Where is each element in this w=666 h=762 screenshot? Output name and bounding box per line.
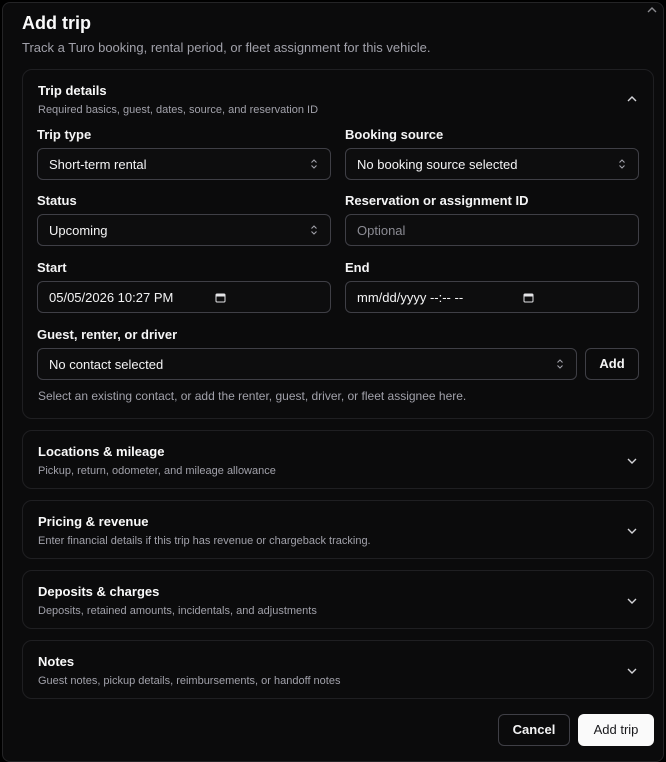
chevron-up-icon[interactable] <box>625 92 639 106</box>
contact-select[interactable] <box>37 348 577 380</box>
section-title: Trip details <box>38 83 107 98</box>
end-value: mm/dd/yyyy --:-- -- <box>357 290 464 305</box>
section-title: Locations & mileage <box>38 444 165 459</box>
trip-type-value: Short-term rental <box>49 157 147 172</box>
chevron-up-down-icon <box>310 158 318 170</box>
reservation-id-input[interactable] <box>345 214 639 246</box>
section-title: Pricing & revenue <box>38 514 149 529</box>
reservation-id-placeholder: Optional <box>357 223 406 238</box>
chevron-down-icon[interactable] <box>625 594 639 608</box>
close-icon[interactable] <box>646 3 662 17</box>
chevron-down-icon[interactable] <box>625 524 639 538</box>
cancel-button[interactable]: Cancel <box>498 714 570 746</box>
dialog-title: Add trip <box>22 13 91 33</box>
start-value: 05/05/2026 10:27 PM <box>49 290 174 305</box>
chevron-down-icon[interactable] <box>625 664 639 678</box>
chevron-up-down-icon <box>556 358 564 370</box>
section-description: Enter financial details if this trip has revenue or chargeback tracking. <box>38 535 371 547</box>
booking-source-value: No booking source selected <box>357 157 518 172</box>
chevron-down-icon[interactable] <box>625 454 639 468</box>
trip-type-select[interactable] <box>37 148 331 180</box>
calendar-icon[interactable] <box>523 292 534 303</box>
trip-type-label: Trip type <box>37 127 92 142</box>
add-contact-button[interactable]: Add <box>585 348 639 380</box>
contact-hint: Select an existing contact, or add the renter, guest, driver, or fleet assignee here. <box>38 389 467 403</box>
end-label: End <box>345 260 370 275</box>
booking-source-select[interactable] <box>345 148 639 180</box>
dialog-subtitle: Track a Turo booking, rental period, or fleet assignment for this vehicle. <box>22 40 431 55</box>
section-title: Deposits & charges <box>38 584 160 599</box>
section-description: Deposits, retained amounts, incidentals, and adjustments <box>38 605 317 617</box>
section-description: Required basics, guest, dates, source, and reservation ID <box>38 104 319 116</box>
section-description: Guest notes, pickup details, reimbursements, or handoff notes <box>38 675 341 687</box>
section-notes[interactable] <box>22 640 654 699</box>
chevron-up-down-icon <box>618 158 626 170</box>
section-deposits-charges[interactable] <box>22 570 654 629</box>
end-datetime-input[interactable] <box>345 281 639 313</box>
booking-source-label: Booking source <box>345 127 444 142</box>
section-title: Notes <box>38 654 75 669</box>
chevron-up-down-icon <box>310 224 318 236</box>
section-description: Pickup, return, odometer, and mileage allowance <box>38 465 276 477</box>
status-select[interactable] <box>37 214 331 246</box>
add-trip-button[interactable]: Add trip <box>578 714 654 746</box>
reservation-id-label: Reservation or assignment ID <box>345 193 529 208</box>
calendar-icon[interactable] <box>215 292 226 303</box>
status-value: Upcoming <box>49 223 108 238</box>
start-datetime-input[interactable] <box>37 281 331 313</box>
section-pricing-revenue[interactable] <box>22 500 654 559</box>
add-trip-dialog <box>2 2 664 762</box>
contact-value: No contact selected <box>49 357 164 372</box>
contact-label: Guest, renter, or driver <box>37 327 178 342</box>
section-locations-mileage[interactable] <box>22 430 654 489</box>
start-label: Start <box>37 260 67 275</box>
status-label: Status <box>37 193 77 208</box>
